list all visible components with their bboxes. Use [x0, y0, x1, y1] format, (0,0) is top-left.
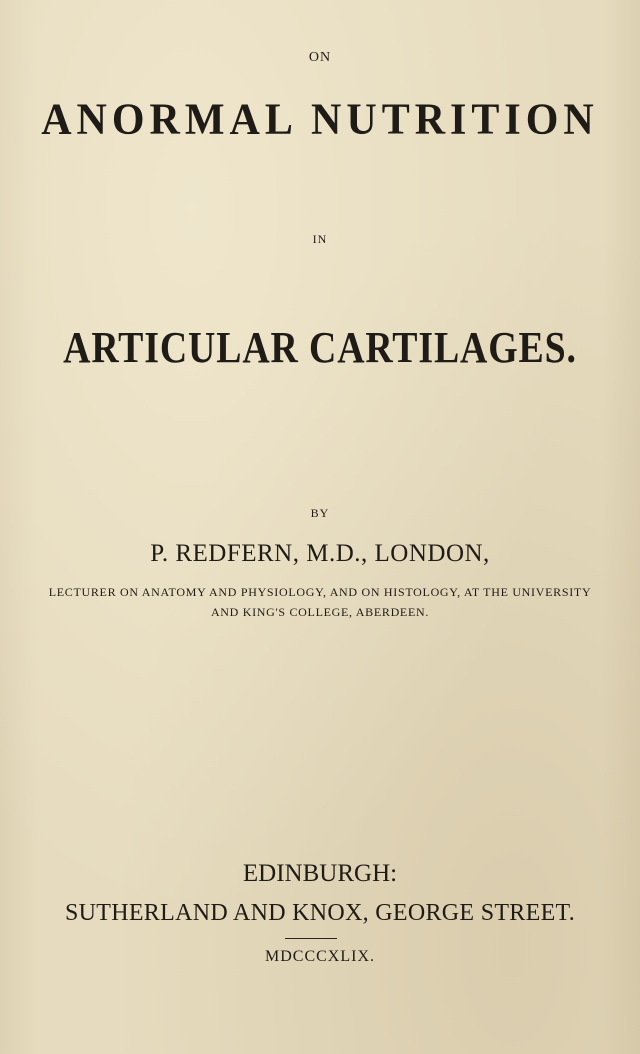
title-line-1: ANORMAL NUTRITION — [41, 95, 599, 145]
imprint-divider — [285, 938, 337, 939]
imprint-city: EDINBURGH: — [242, 860, 398, 887]
preposition-in: IN — [312, 232, 328, 246]
author-role-line-1: LECTURER ON ANATOMY AND PHYSIOLOGY, AND ON HISTOLOGY, AT THE UNIVERSITY — [48, 585, 592, 599]
imprint-publisher: SUTHERLAND AND KNOX, GEORGE STREET. — [64, 900, 576, 926]
preposition-on: ON — [308, 50, 332, 65]
byline-by: BY — [310, 506, 330, 520]
author-role-line-2: AND KING'S COLLEGE, ABERDEEN. — [210, 605, 430, 619]
author-name: P. REDFERN, M.D., LONDON, — [150, 540, 490, 567]
title-line-2: ARTICULAR CARTILAGES. — [63, 323, 577, 372]
imprint-year: MDCCCXLIX. — [264, 948, 375, 965]
